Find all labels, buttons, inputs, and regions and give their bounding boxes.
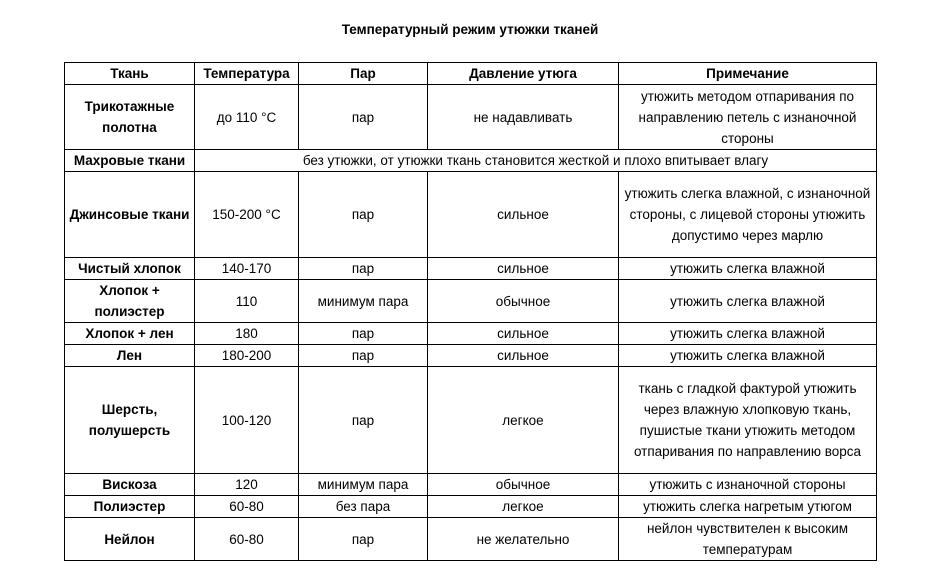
- note-cell: утюжить методом отпаривания по направлению петель с изнаночной стороны: [619, 85, 877, 150]
- fabric-cell: Лен: [65, 345, 195, 367]
- fabric-cell: Джинсовые ткани: [65, 172, 195, 258]
- note-cell: утюжить слегка нагретым утюгом: [619, 496, 877, 518]
- header-steam: Пар: [299, 63, 428, 85]
- header-note: Примечание: [619, 63, 877, 85]
- note-cell: утюжить слегка влажной: [619, 345, 877, 367]
- steam-cell: пар: [299, 85, 428, 150]
- steam-cell: без пара: [299, 496, 428, 518]
- pressure-cell: легкое: [428, 496, 619, 518]
- fabric-cell: Махровые ткани: [65, 150, 195, 172]
- steam-cell: пар: [299, 367, 428, 474]
- note-cell: утюжить слегка влажной, с изнаночной стороны, с лицевой стороны утюжить допустимо через марлю: [619, 172, 877, 258]
- pressure-cell: сильное: [428, 172, 619, 258]
- pressure-cell: сильное: [428, 258, 619, 280]
- table-row: [65, 258, 877, 280]
- steam-cell: пар: [299, 323, 428, 345]
- fabric-cell: Нейлон: [65, 518, 195, 561]
- table-row: [65, 518, 877, 561]
- note-cell: ткань с гладкой фактурой утюжить через влажную хлопковую ткань, пушистые ткани утюжить методом отпаривания по направлению ворса: [619, 367, 877, 474]
- steam-cell: пар: [299, 258, 428, 280]
- fabric-cell: Полиэстер: [65, 496, 195, 518]
- note-cell: утюжить с изнаночной стороны: [619, 474, 877, 496]
- steam-cell: пар: [299, 172, 428, 258]
- merged-note-cell: без утюжки, от утюжки ткань становится жесткой и плохо впитывает влагу: [195, 150, 877, 172]
- table-row: [65, 323, 877, 345]
- table-row: [65, 172, 877, 258]
- fabric-cell: Шерсть, полушерсть: [65, 367, 195, 474]
- fabric-cell: Хлопок + полиэстер: [65, 280, 195, 323]
- temperature-cell: 60-80: [195, 496, 299, 518]
- temperature-cell: 100-120: [195, 367, 299, 474]
- note-cell: утюжить слегка влажной: [619, 258, 877, 280]
- fabric-cell: Хлопок + лен: [65, 323, 195, 345]
- table-row: [65, 280, 877, 323]
- table-row: [65, 150, 877, 172]
- temperature-cell: 150-200 °С: [195, 172, 299, 258]
- temperature-cell: 120: [195, 474, 299, 496]
- pressure-cell: не надавливать: [428, 85, 619, 150]
- header-temperature: Температура: [195, 63, 299, 85]
- header-row: [65, 63, 877, 85]
- temperature-cell: 60-80: [195, 518, 299, 561]
- table-row: [65, 85, 877, 150]
- temperature-cell: 110: [195, 280, 299, 323]
- note-cell: утюжить слегка влажной: [619, 323, 877, 345]
- table-row: [65, 474, 877, 496]
- steam-cell: минимум пара: [299, 280, 428, 323]
- fabric-cell: Чистый хлопок: [65, 258, 195, 280]
- pressure-cell: сильное: [428, 323, 619, 345]
- temperature-cell: 180-200: [195, 345, 299, 367]
- steam-cell: пар: [299, 345, 428, 367]
- temperature-cell: 140-170: [195, 258, 299, 280]
- pressure-cell: обычное: [428, 280, 619, 323]
- temperature-cell: до 110 °С: [195, 85, 299, 150]
- table-row: [65, 367, 877, 474]
- pressure-cell: легкое: [428, 367, 619, 474]
- note-cell: утюжить слегка влажной: [619, 280, 877, 323]
- temperature-cell: 180: [195, 323, 299, 345]
- table-row: [65, 496, 877, 518]
- note-cell: нейлон чувствителен к высоким температурам: [619, 518, 877, 561]
- pressure-cell: не желательно: [428, 518, 619, 561]
- table-row: [65, 345, 877, 367]
- pressure-cell: обычное: [428, 474, 619, 496]
- header-pressure: Давление утюга: [428, 63, 619, 85]
- fabric-cell: Вискоза: [65, 474, 195, 496]
- header-fabric: Ткань: [65, 63, 195, 85]
- page-title: Температурный режим утюжки тканей: [341, 22, 599, 37]
- pressure-cell: сильное: [428, 345, 619, 367]
- ironing-table: [64, 62, 877, 561]
- steam-cell: пар: [299, 518, 428, 561]
- fabric-cell: Трикотажные полотна: [65, 85, 195, 150]
- steam-cell: минимум пара: [299, 474, 428, 496]
